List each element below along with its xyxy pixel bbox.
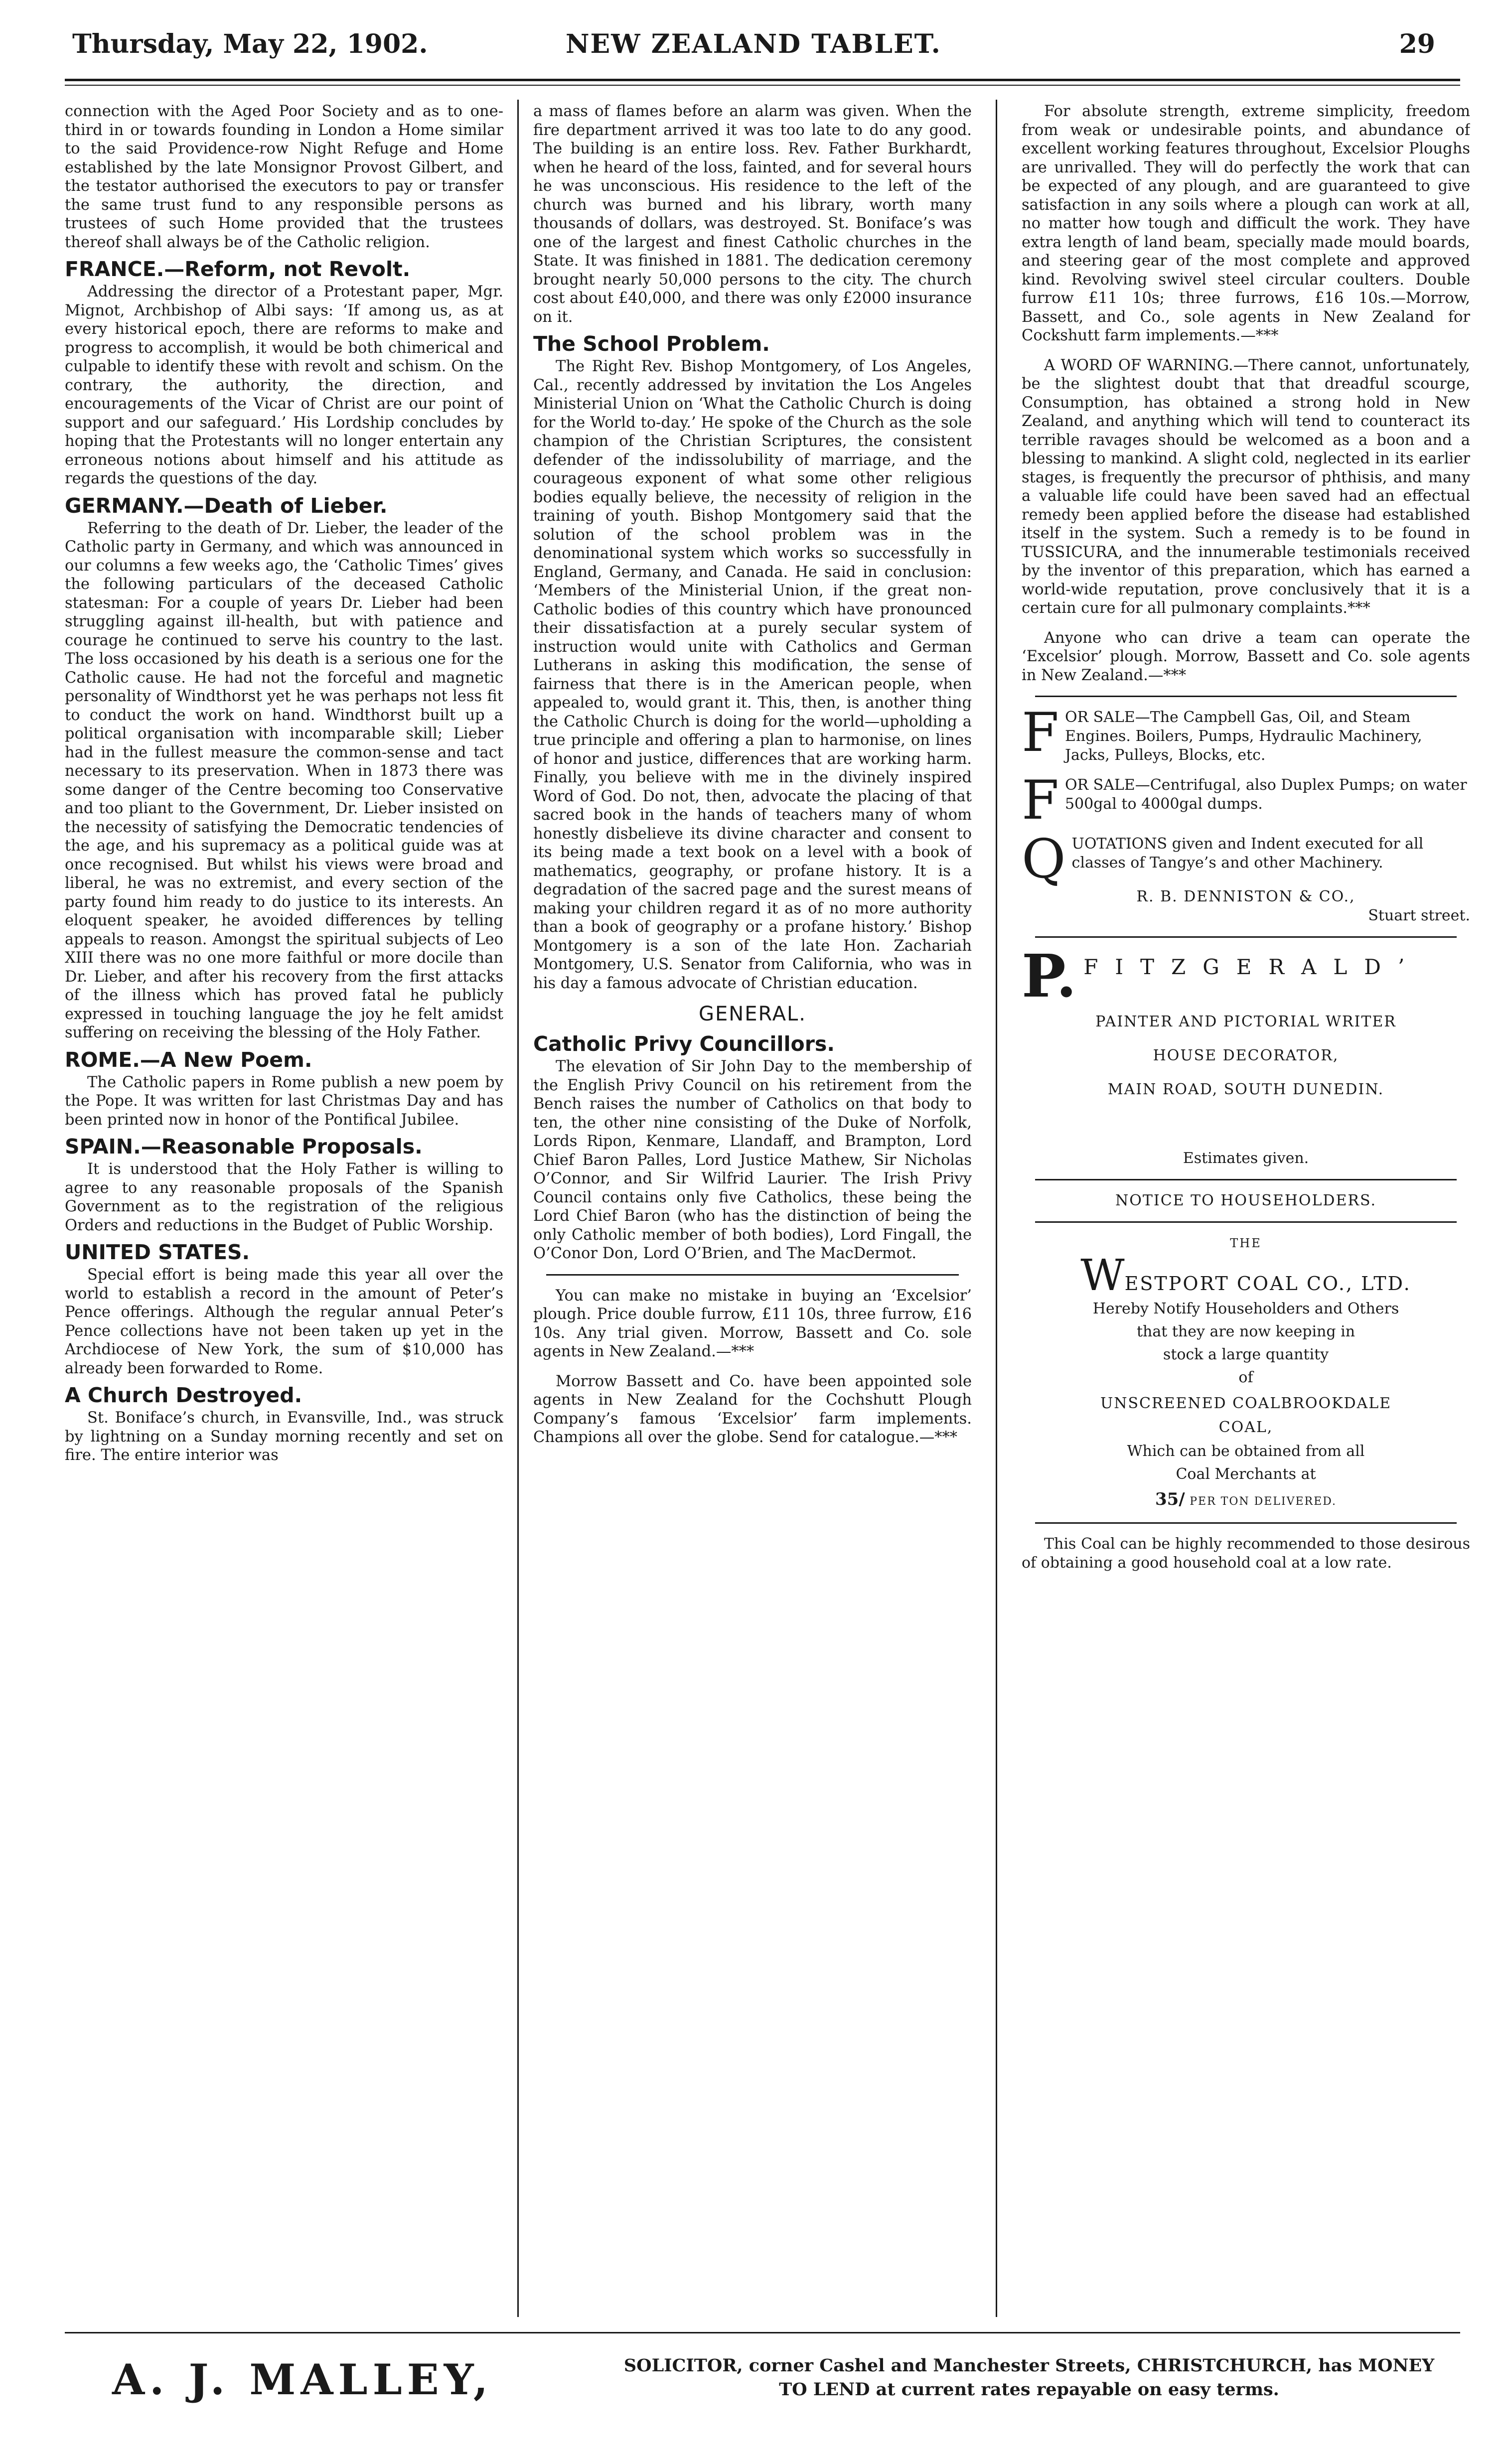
- for-sale-pumps-text: OR SALE—Centrifugal, also Duplex Pumps; on water 500gal to 4000gal dumps.: [1064, 776, 1467, 813]
- notice-heading: NOTICE TO HOUSEHOLDERS.: [1115, 1192, 1376, 1209]
- westport-line2: that they are now keeping in: [1136, 1323, 1356, 1340]
- masthead-rule: [65, 79, 1460, 81]
- westport-price-line: [1022, 1490, 1470, 1511]
- denniston-name: R. B. DENNISTON & CO.,: [1136, 888, 1356, 905]
- article-paragraph: Morrow Bassett and Co. have been appointed sole agents in New Zealand for the Cochshutt Plough Company’s famous ‘Excelsior’ farm implements. Champions all over the globe. Send for catalogue.—***: [533, 1372, 972, 1446]
- westport-note: This Coal can be highly recommended to those desirous of obtaining a good household coal at a low rate.: [1022, 1535, 1470, 1572]
- article-heading: ROME.—A New Poem.: [65, 1047, 312, 1072]
- article-heading: FRANCE.—Reform, not Revolt.: [65, 257, 411, 281]
- westport-title: [1022, 1251, 1470, 1301]
- fitzgerald-line2: HOUSE DECORATOR,: [1153, 1047, 1339, 1064]
- masthead-rule-thin: [65, 85, 1460, 86]
- drop-cap: Q: [1022, 828, 1066, 890]
- article-paragraph: The Right Rev. Bishop Montgomery, of Los Angeles, Cal., recently addressed by invitation the Los Angeles Ministerial Union on ‘What the Catholic Church is doing for the World to-day.’ He spoke of the Church as the sole champion of the Christian Scriptures, the consistent defender of the indissolubility of marriage, and the courageous exponent of what some other religious bodies equally believe, the necessity of religion in the training of youth. Bishop Montgomery said that the solution of the school problem was in the denominational system which works so successfully in England, Germany, and Canada. He said in conclusion: ‘Members of the Ministerial Union, if the great non-Catholic bodies of this country which have pronounced their dissatisfaction at a purely secular system of instruction would unite with Catholics and German Lutherans in asking this modification, the sense of fairness that there is in the American people, when appealed to, would grant it. This, then, is another thing the Catholic Church is doing for the world—upholding a true principle and offering a plan to harmonise, on lines of honor and justice, differences that are working harm. Finally, you believe with me in the divinely inspired Word of God. Do not, then, advocate the placing of that sacred book in the hands of teachers many of whom honestly disbelieve its divine character and consent to its being made a text book on a level with a book of mathematics, geography, or profane history. It is a degradation of the sacred page and the surest means of making your children regard it as of no more authority than a book of geography or a profane history.’ Bishop Montgomery is a son of the late Hon. Zachariah Montgomery, U.S. Senator from California, who was in his day a famous advocate of Christian education.: [533, 358, 972, 992]
- article-paragraph: St. Boniface’s church, in Evansville, Ind., was struck by lightning on a Sunday morning recently and set on fire. The entire interior was: [65, 1409, 503, 1464]
- drop-cap: F: [1022, 769, 1059, 832]
- column-middle: [533, 102, 972, 2315]
- spacer: [533, 1361, 972, 1372]
- article-heading: SPAIN.—Reasonable Proposals.: [65, 1135, 423, 1159]
- article-paragraph: connection with the Aged Poor Society and as to one-third in or towards founding in London a Home similar to the said Providence-row Night Refuge and Home established by the late Monsignor Provost Gilbert, and the testator authorised the executors to pay or transfer the same trust fund to any responsible persons as trustees of such Home provided that the trustees thereof shall always be of the Catholic religion.: [65, 103, 503, 251]
- westport-line1: Hereby Notify Householders and Others: [1092, 1300, 1399, 1317]
- article-paragraph: The elevation of Sir John Day to the membership of the English Privy Council on his retirement from the Bench raises the number of Catholics on that body to ten, the other nine consisting of the Duke of Norfolk, Lords Ripon, Kenmare, Llandaff, and Brampton, Lord Chief Baron Palles, Lord Justice Mathew, Sir Nicholas O’Connor, and Sir Wilfrid Laurier. The Irish Privy Council contains only five Catholics, these being the Lord Chief Baron (who has the distinction of being the only Catholic member of both bodies), Lord Fingall, the O’Conor Don, Lord O’Brien, and The MacDermot.: [533, 1058, 972, 1262]
- article-paragraph: Special effort is being made this year all over the world to establish a record in the amount of Peter’s Pence offerings. Although the regular annual Peter’s Pence collections have not been taken up yet in the Archdiocese of New York, the sum of $10,000 has already been forwarded to Rome.: [65, 1266, 503, 1377]
- westport-line5: UNSCREENED COALBROOKDALE: [1100, 1395, 1392, 1412]
- publication-title: NEW ZEALAND TABLET.: [566, 29, 941, 59]
- quotations-ad: [1022, 828, 1470, 890]
- footer-advertiser-name: A. J. MALLEY,: [112, 2355, 493, 2404]
- issue-date: Thursday, May 22, 1902.: [72, 29, 428, 59]
- article-paragraph: Referring to the death of Dr. Lieber, the leader of the Catholic party in Germany, and which was announced in our columns a few weeks ago, the ‘Catholic Times’ gives the following particulars of the deceased Catholic statesman: For a couple of years Dr. Lieber had been struggling against ill-health, but with patience and courage he continued to serve his country to the last. The loss occasioned by his death is a serious one for the Catholic cause. He had not the forceful and magnetic personality of Windthorst yet he was perhaps not less fit to conduct the work on hand. Windthorst built up a political organisation with incomparable skill; Lieber had in the fullest measure the common-sense and tact necessary to its preservation. When in 1873 there was some danger of the Centre becoming too Conservative and too pliant to the Government, Dr. Lieber insisted on the necessity of satisfying the Democratic tendencies of the age, and his supremacy as a political guide was at once recognised. But whilst his views were broad and liberal, he was no extremist, and every section of the party found him ready to do justice to its interests. An eloquent speaker, he avoided differences by telling appeals to reason. Amongst the spiritual subjects of Leo XIII there was no one more faithful or more docile than Dr. Lieber, and after his recovery from the first attacks of the illness which has proved fatal he publicly expressed in touching language the joy he felt amidst suffering on receiving the blessing of the Holy Father.: [65, 519, 503, 1041]
- section-separator: [546, 1274, 958, 1276]
- section-heading: GENERAL.: [699, 1003, 806, 1025]
- westport-price: 35/: [1155, 1489, 1185, 1509]
- westport-the: THE: [1230, 1236, 1262, 1250]
- spacer: [1022, 824, 1470, 835]
- quotations-text: UOTATIONS given and Indent executed for all classes of Tangye’s and other Machinery.: [1071, 835, 1424, 871]
- footer-line1: SOLICITOR, corner Cashel and Manchester Streets, CHRISTCHURCH, has MONEY: [623, 2355, 1435, 2376]
- drop-cap: F: [1022, 702, 1059, 764]
- column-right: [1022, 102, 1470, 2315]
- spacer: [1022, 765, 1470, 776]
- article-heading: GERMANY.—Death of Lieber.: [65, 493, 388, 518]
- fitzgerald-initial: P.: [1022, 941, 1077, 1011]
- westport-name: ESTPORT COAL CO., LTD.: [1124, 1273, 1411, 1295]
- article-paragraph: a mass of flames before an alarm was given. When the fire department arrived it was too late to do any good. The building is an entire loss. Rev. Father Burkhardt, when he heard of the loss, fainted, and for several hours he was unconscious. His residence to the left of the church was burned and his library, worth many thousands of dollars, was destroyed. St. Boniface’s was one of the largest and finest Catholic churches in the State. It was finished in 1881. The dedication ceremony brought nearly 50,000 persons to the city. The church cost about £40,000, and there was only £2000 insurance on it.: [533, 103, 972, 326]
- plough-advertisement: For absolute strength, extreme simplicity, freedom from weak or undesirable points, and abundance of excellent working features throughout, Excelsior Ploughs are unrivalled. They will do perfectly the work that can be expected of any plough, and are guaranteed to give satisfaction in any soils where a plough can work at all, no matter how tough and difficult the work. They have extra length of land beam, specially made mould boards, and steering gear of the most complete and approved kind. Revolving swivel steel circular coulters. Double furrow £11 10s; three furrows, £16 10s.—Morrow, Bassett, and Co., sole agents in New Zealand for Cockshutt farm implements.—***: [1022, 103, 1470, 344]
- article-paragraph: The Catholic papers in Rome publish a new poem by the Pope. It was written for last Christmas Day and has been printed now in honor of the Pontifical Jubilee.: [65, 1073, 503, 1129]
- team-plough-notice: Anyone who can drive a team can operate the ‘Excelsior’ plough. Morrow, Bassett and Co. sole agents in New Zealand.—***: [1022, 629, 1470, 684]
- article-heading: Catholic Privy Councillors.: [533, 1032, 835, 1056]
- for-sale-pumps-ad: [1022, 769, 1470, 832]
- spacer: [1022, 345, 1470, 356]
- denniston-street: Stuart street.: [1368, 907, 1470, 924]
- westport-line6: COAL,: [1218, 1419, 1273, 1436]
- for-sale-engines-text: OR SALE—The Campbell Gas, Oil, and Steam Engines. Boilers, Pumps, Hydraulic Machinery, Jacks, Pulleys, Blocks, etc.: [1064, 709, 1422, 764]
- ad-separator: [1035, 1221, 1457, 1223]
- westport-line8: Coal Merchants at: [1176, 1465, 1316, 1483]
- fitzgerald-ad: [1022, 941, 1470, 1168]
- article-heading: UNITED STATES.: [65, 1240, 250, 1264]
- article-paragraph: It is understood that the Holy Father is willing to agree to any reasonable proposals of the Spanish Government as to the registration of the religious Orders and reductions in the Budget of Public Worship.: [65, 1160, 503, 1234]
- footer-line2: TO LEND at current rates repayable on easy terms.: [779, 2379, 1279, 2400]
- article-heading: A Church Destroyed.: [65, 1383, 302, 1407]
- ad-separator: [1035, 936, 1457, 938]
- footer-rule: [65, 2332, 1460, 2333]
- consumption-warning: A WORD OF WARNING.—There cannot, unfortunately, be the slightest doubt that that dreadful scourge, Consumption, has obtained a strong hold in New Zealand, and anything which will tend to counteract its terrible ravages should be welcomed as a boon and a blessing to mankind. A slight cold, neglected in its earlier stages, is frequently the precursor of phthisis, and many a valuable life could have been saved had an effectual remedy been applied before the disease had established itself in the system. Such a remedy is to be found in TUSSICURA, and the innumerable testimonials received by the inventor of this preparation, which has earned a world-wide reputation, prove conclusively that it is a certain cure for all pulmonary complaints.***: [1022, 356, 1470, 617]
- article-paragraph: You can make no mistake in buying an ‘Excelsior’ plough. Price double furrow, £11 10s, three furrow, £16 10s. Any trial given. Morrow, Bassett and Co. sole agents in New Zealand.—***: [533, 1287, 972, 1360]
- fitzgerald-line1: PAINTER AND PICTORIAL WRITER: [1095, 1013, 1396, 1030]
- westport-initial: W: [1080, 1251, 1125, 1301]
- westport-price-rest: PER TON DELIVERED.: [1190, 1495, 1337, 1508]
- fitzgerald-line3: MAIN ROAD, SOUTH DUNEDIN.: [1107, 1081, 1384, 1098]
- ad-separator: [1035, 1522, 1457, 1524]
- westport-line3: stock a large quantity: [1163, 1346, 1329, 1363]
- footer-advertiser-text: [605, 2354, 1453, 2402]
- article-heading: The School Problem.: [533, 332, 770, 356]
- article-paragraph: Addressing the director of a Protestant paper, Mgr. Mignot, Archbishop of Albi says: ‘If among us, as at every historical epoch, there are reforms to make and progress to accomplish, it would be both chimerical and culpable to identify these with revolt and schism. On the contrary, the authority, the direction, and encouragements of the Vicar of Christ are our point of support and our safeguard.’ His Lordship concludes by hoping that the Protestants will no longer entertain any erroneous notions about himself and his attitude as regards the questions of the day.: [65, 283, 503, 487]
- westport-coal-ad: [1022, 1234, 1470, 1573]
- page-number: 29: [1399, 29, 1435, 59]
- masthead: [67, 20, 1440, 75]
- westport-line4: of: [1238, 1369, 1253, 1386]
- fitzgerald-estimates: Estimates given.: [1183, 1150, 1309, 1167]
- ad-separator: [1035, 696, 1457, 697]
- footer-advertisement: [65, 2351, 1455, 2416]
- column-rule-2: [996, 100, 997, 2317]
- ad-separator: [1035, 1179, 1457, 1180]
- fitzgerald-name: FITZGERALD’: [1083, 955, 1422, 979]
- column-rule-1: [517, 100, 519, 2317]
- westport-line7: Which can be obtained from all: [1127, 1443, 1365, 1460]
- spacer: [1022, 618, 1470, 629]
- for-sale-engines-ad: [1022, 702, 1470, 765]
- column-left: [65, 102, 503, 2315]
